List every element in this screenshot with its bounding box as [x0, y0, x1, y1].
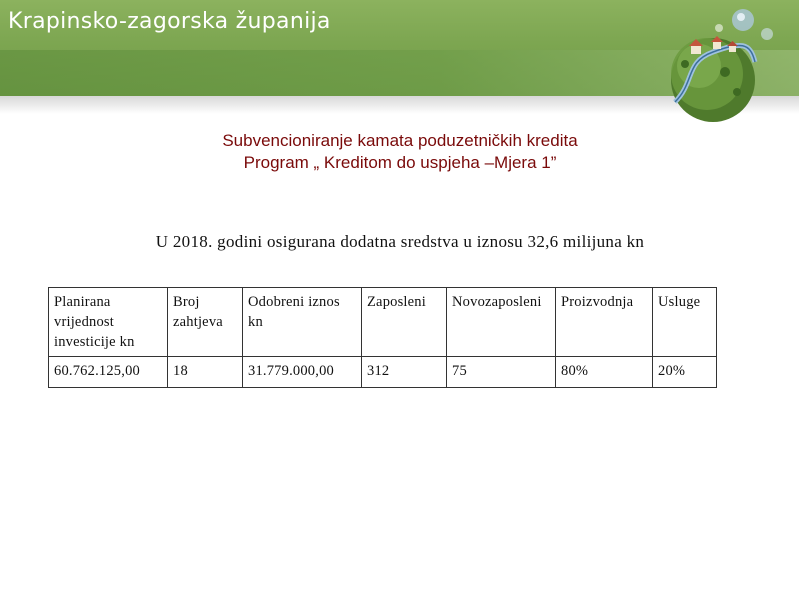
heading-line-1: Subvencioniranje kamata poduzetničkih kredita: [222, 131, 578, 150]
table-cell: 18: [168, 357, 243, 388]
table-cell: 80%: [556, 357, 653, 388]
table-header-cell: Novozaposleni: [447, 288, 556, 357]
table-cell: 75: [447, 357, 556, 388]
funding-subtitle: U 2018. godini osigurana dodatna sredstva u iznosu 32,6 milijuna kn: [155, 232, 645, 251]
county-landscape-logo-icon: [655, 2, 795, 122]
county-title: Krapinsko-zagorska županija: [8, 9, 331, 34]
table-header-cell: Proizvodnja: [556, 288, 653, 357]
table-header-cell: Zaposleni: [362, 288, 447, 357]
table-cell: 20%: [653, 357, 717, 388]
table-cell: 312: [362, 357, 447, 388]
table-header-cell: Broj zahtjeva: [168, 288, 243, 357]
table-cell: 60.762.125,00: [49, 357, 168, 388]
heading-line-2: Program „ Kreditom do uspjeha –Mjera 1”: [243, 153, 557, 172]
table-cell: 31.779.000,00: [243, 357, 362, 388]
table-header-row: [49, 288, 717, 357]
table-header-cell: Odobreni iznos kn: [243, 288, 362, 357]
table-header-cell: Planirana vrijednost investicije kn: [49, 288, 168, 357]
slide-heading: [100, 130, 700, 174]
loan-subsidy-table: [48, 287, 717, 388]
table-header-cell: Usluge: [653, 288, 717, 357]
table-row: [49, 357, 717, 388]
